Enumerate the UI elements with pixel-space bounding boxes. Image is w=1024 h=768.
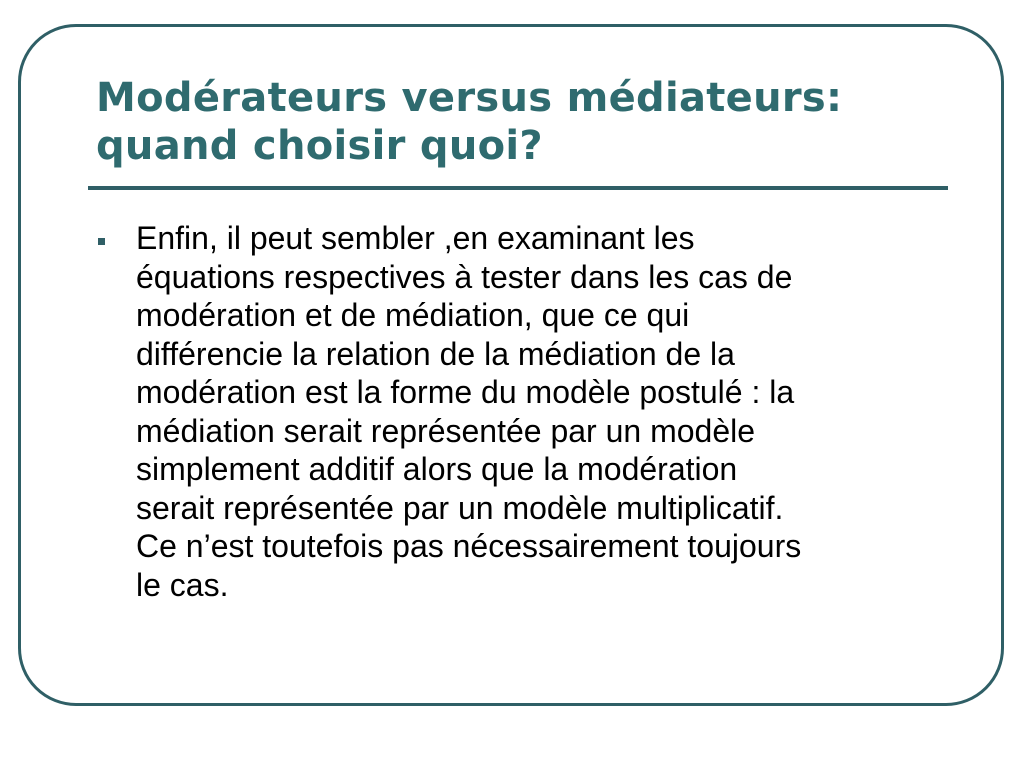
slide-title: [96, 74, 956, 170]
slide-title-line-2: quand choisir quoi?: [96, 123, 543, 169]
square-bullet-icon: [98, 238, 105, 245]
bullet-text: Enfin, il peut sembler ,en examinant les équations respectives à tester dans les cas de modération et de médiation, que ce qui différencie la relation de la médiation de la modération est la forme du modèle postulé : la médiation serait représentée par un modèle simplement additif alors que la modération serait représentée par un modèle multiplicatif. Ce n’est toutefois pas nécessairement toujours le cas.: [136, 220, 802, 603]
title-divider: [88, 186, 948, 190]
slide-title-line-1: Modérateurs versus médiateurs:: [96, 75, 843, 121]
bullet-list: [98, 219, 948, 604]
bullet-item: [98, 219, 948, 604]
